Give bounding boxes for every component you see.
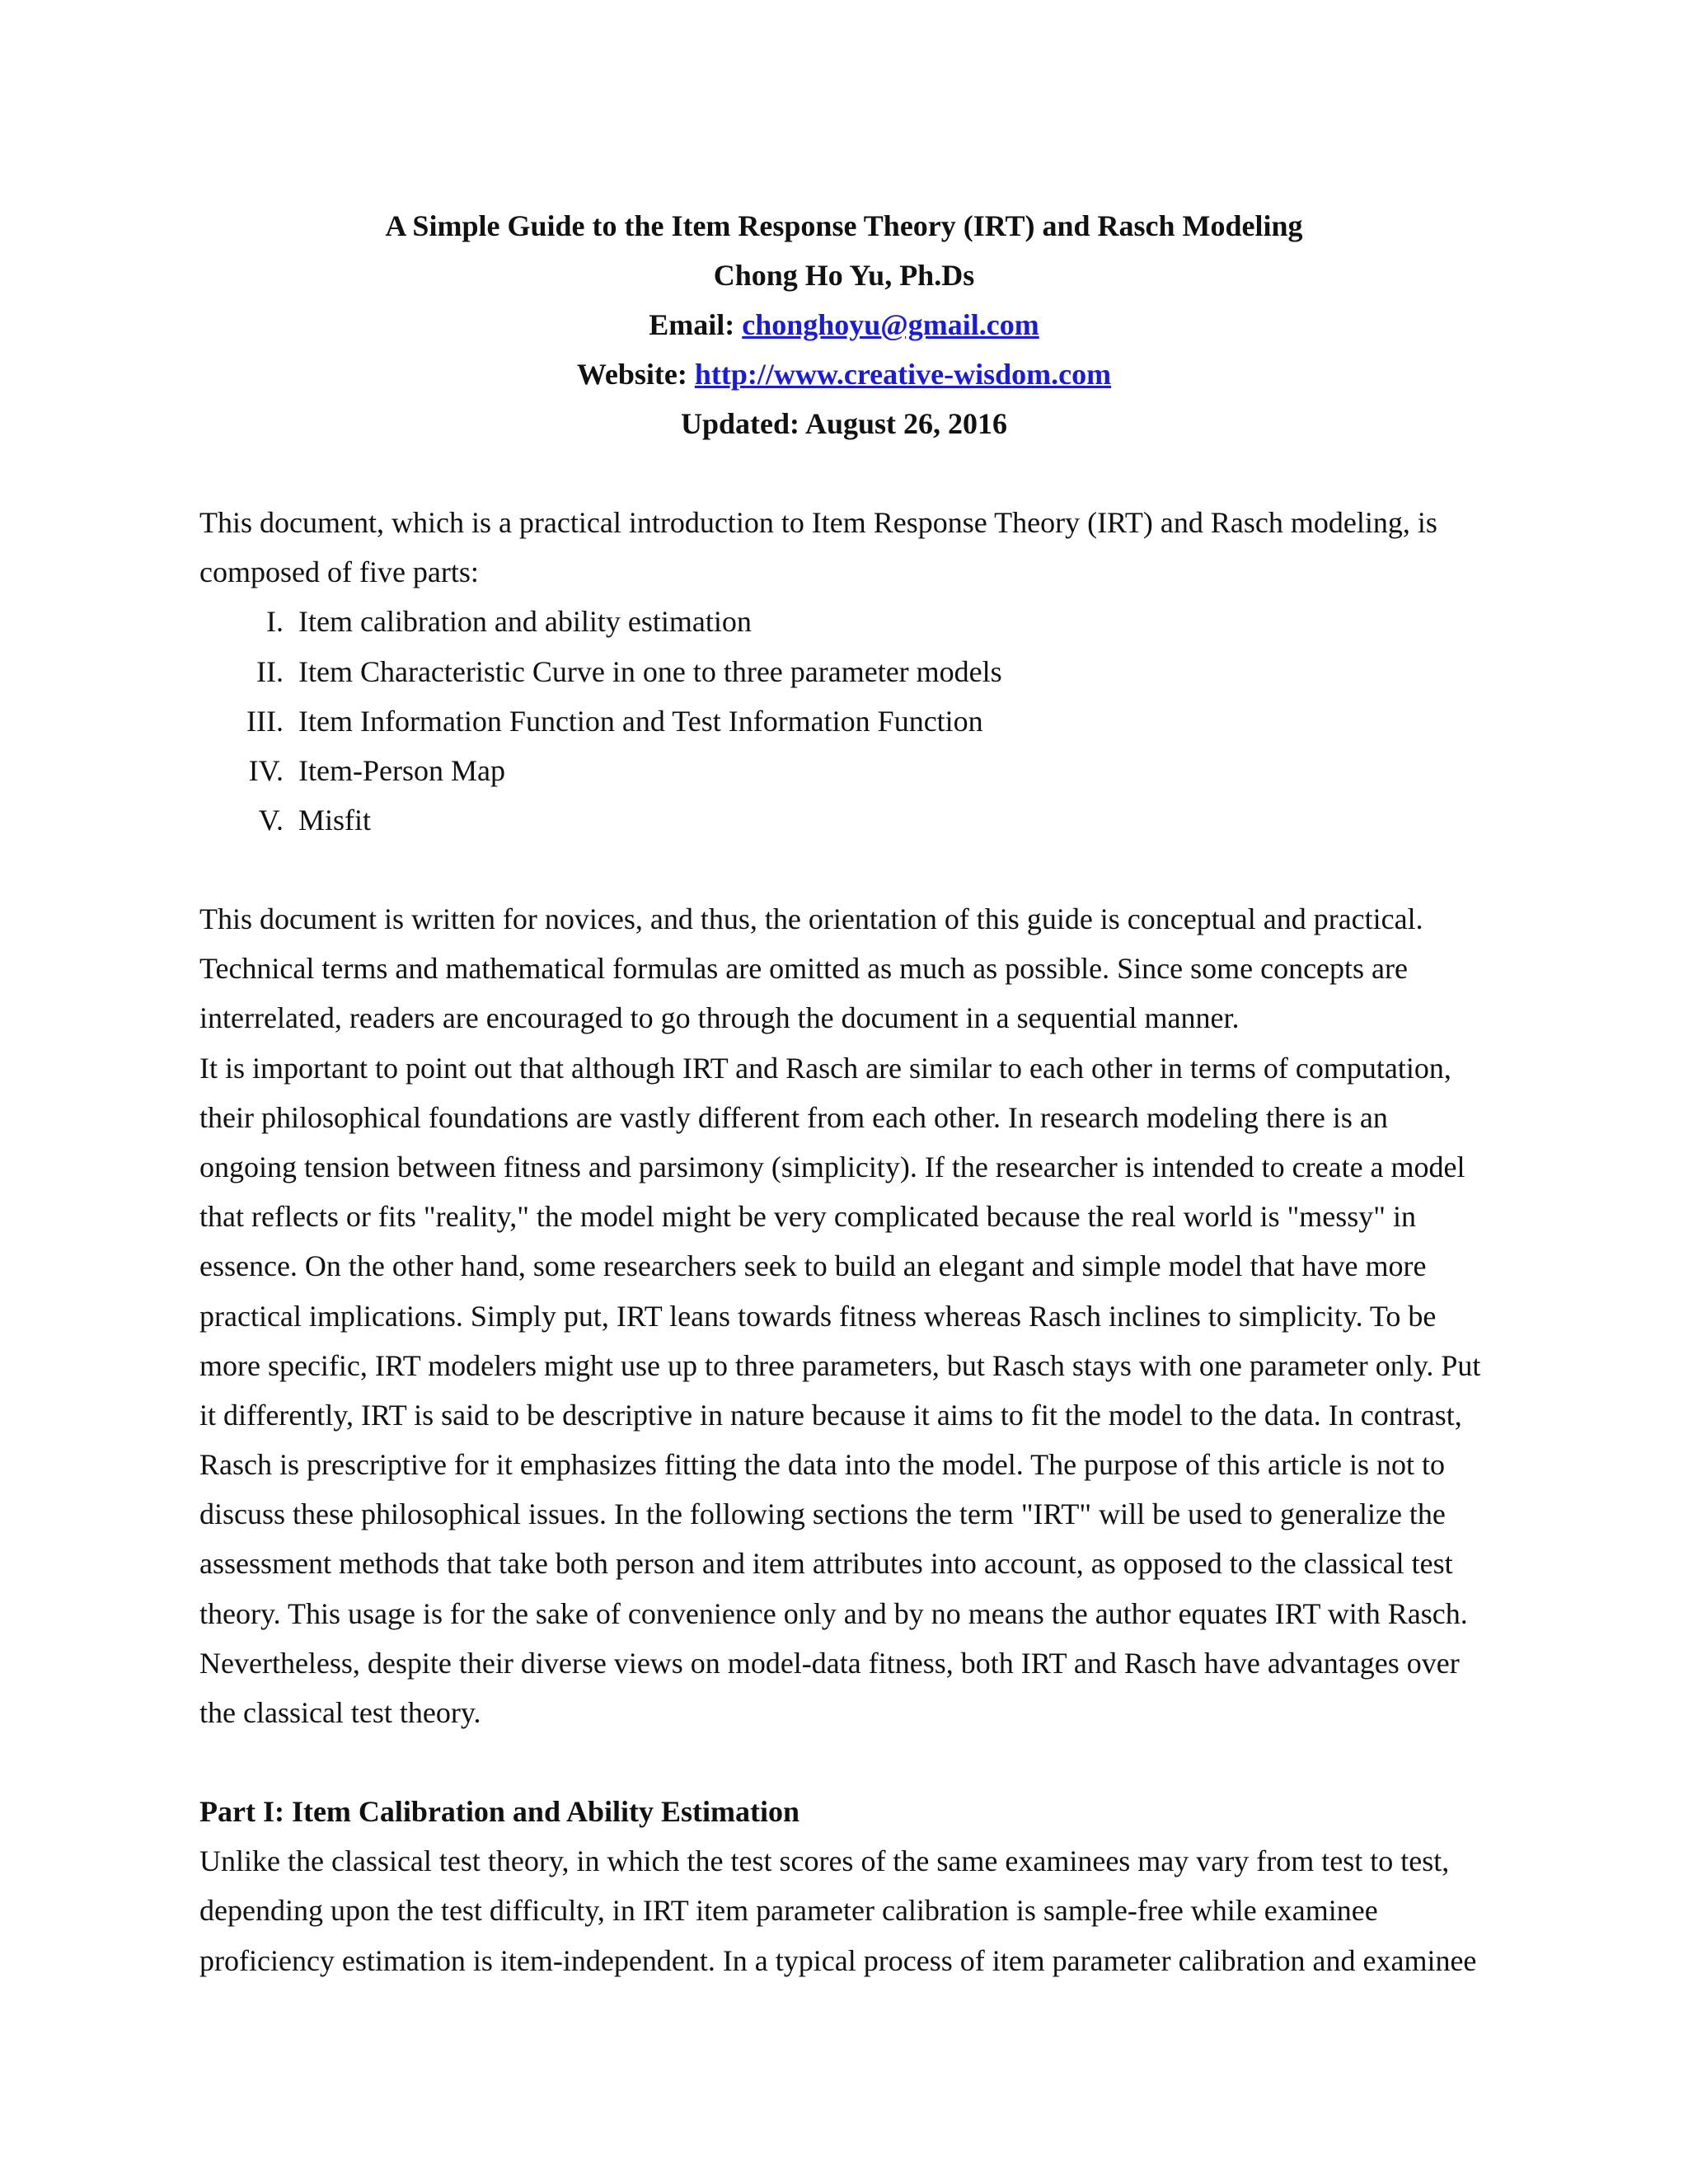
list-number: I.	[266, 605, 284, 639]
email-line	[0, 300, 1688, 349]
paragraph-line: their philosophical foundations are vastly different from each other. In research modeling there is an	[199, 1100, 1388, 1134]
paragraph-line: theory. This usage is for the sake of convenience only and by no means the author equates IRT with Rasch.	[199, 1596, 1468, 1630]
parts-list	[199, 597, 1493, 845]
paragraph-line: Rasch is prescriptive for it emphasizes fitting the data into the model. The purpose of this article is not to	[199, 1448, 1445, 1482]
list-number: IV.	[248, 753, 284, 787]
list-number: II.	[256, 654, 284, 688]
paragraph-line: composed of five parts:	[199, 555, 479, 589]
list-number: V.	[258, 804, 284, 837]
list-number: III.	[246, 704, 284, 738]
paragraph-line: Unlike the classical test theory, in which the test scores of the same examinees may vary from test to test,	[199, 1844, 1450, 1878]
website-link[interactable]: http://www.creative-wisdom.com	[694, 358, 1112, 391]
website-label: Website:	[576, 358, 695, 391]
paragraph-line: that reflects or fits "reality," the model might be very complicated because the real world is "messy" in	[199, 1200, 1416, 1234]
paragraph-line: essence. On the other hand, some researchers seek to build an elegant and simple model that have more	[199, 1249, 1427, 1283]
paragraph-line: more specific, IRT modelers might use up to three parameters, but Rasch stays with one parameter only. Put	[199, 1348, 1481, 1382]
website-line	[0, 349, 1688, 399]
intro-paragraph	[199, 498, 1493, 845]
paragraph-line: ongoing tension between fitness and parsimony (simplicity). If the researcher is intended to create a model	[199, 1150, 1465, 1183]
list-item	[199, 746, 1493, 795]
list-text: Item calibration and ability estimation	[298, 605, 752, 639]
document-header	[0, 201, 1688, 448]
paragraph-line: discuss these philosophical issues. In the following sections the term "IRT" will be used to generalize the	[199, 1497, 1446, 1531]
list-text: Item-Person Map	[298, 753, 505, 787]
paragraph-line: proficiency estimation is item-independent. In a typical process of item parameter calibration and examinee	[199, 1943, 1477, 1977]
email-label: Email:	[649, 308, 743, 341]
body-paragraph	[199, 894, 1493, 1737]
paragraph-line: Technical terms and mathematical formulas are omitted as much as possible. Since some concepts are	[199, 952, 1408, 986]
list-text: Misfit	[298, 804, 372, 837]
paragraph-line: practical implications. Simply put, IRT leans towards fitness whereas Rasch inclines to simplicity. To be	[199, 1299, 1437, 1333]
list-text: Item Information Function and Test Information Function	[298, 704, 983, 738]
paragraph-line: This document is written for novices, and thus, the orientation of this guide is conceptual and practical.	[199, 902, 1423, 935]
paragraph-line: it differently, IRT is said to be descriptive in nature because it aims to fit the model to the data. In contrast,	[199, 1398, 1462, 1432]
list-item	[199, 696, 1493, 746]
list-text: Item Characteristic Curve in one to three parameter models	[298, 654, 1002, 688]
paragraph-line: Nevertheless, despite their diverse views on model-data fitness, both IRT and Rasch have advantages over	[199, 1646, 1460, 1680]
paragraph-line: This document, which is a practical introduction to Item Response Theory (IRT) and Rasch modeling, is	[199, 506, 1437, 539]
paragraph-line: interrelated, readers are encouraged to go through the document in a sequential manner.	[199, 1001, 1240, 1035]
email-link[interactable]: chonghoyu@gmail.com	[742, 308, 1039, 341]
part1-section	[199, 1787, 1493, 1985]
author-name: Chong Ho Yu, Ph.Ds	[713, 259, 975, 292]
paragraph-line: depending upon the test difficulty, in IRT item parameter calibration is sample-free while examinee	[199, 1894, 1378, 1928]
section-heading: Part I: Item Calibration and Ability Estimation	[199, 1795, 800, 1828]
paragraph-line: assessment methods that take both person and item attributes into account, as opposed to the classical test	[199, 1547, 1453, 1581]
document-title: A Simple Guide to the Item Response Theory (IRT) and Rasch Modeling	[385, 209, 1303, 242]
list-item	[199, 795, 1493, 845]
paragraph-line: It is important to point out that although IRT and Rasch are similar to each other in terms of computation,	[199, 1051, 1451, 1085]
updated-date: Updated: August 26, 2016	[680, 407, 1008, 440]
list-item	[199, 597, 1493, 646]
list-item	[199, 647, 1493, 696]
paragraph-line: the classical test theory.	[199, 1696, 481, 1729]
